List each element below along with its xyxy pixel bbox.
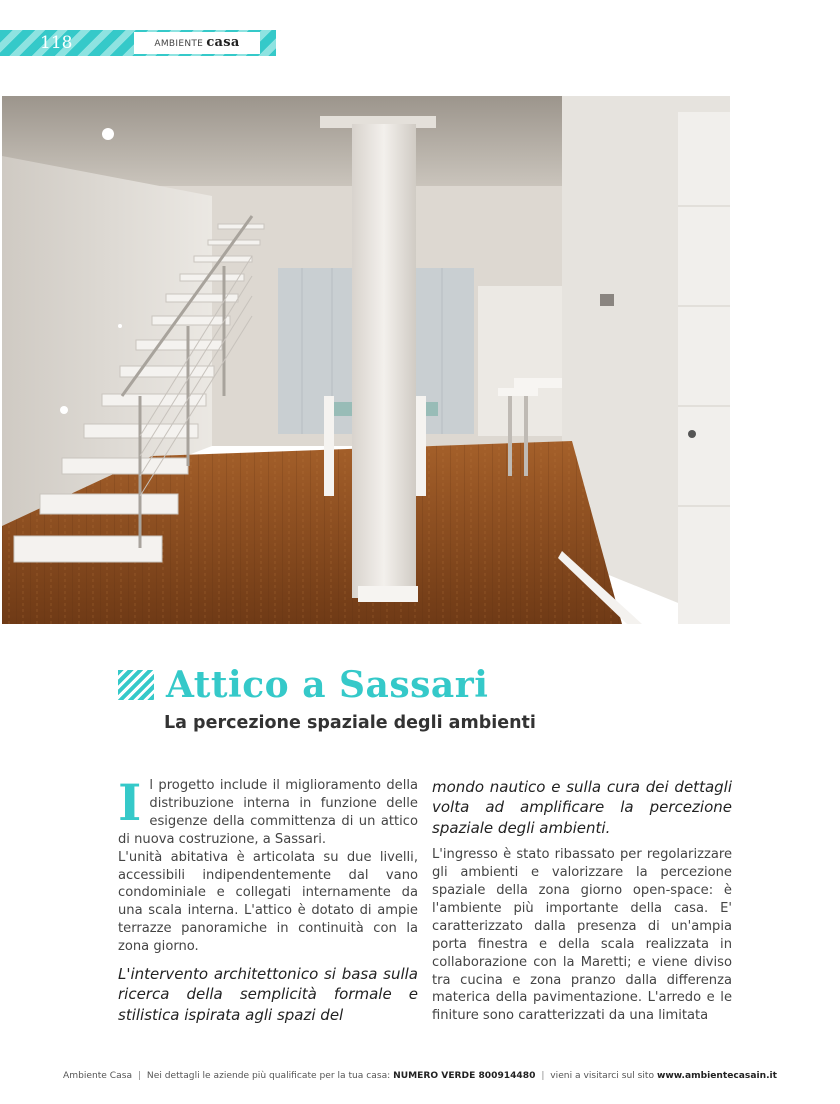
title-stripe-icon <box>118 670 154 700</box>
paragraph-unit: L'unità abitativa è articolata su due livelli, accessibili indipendentemente dal vano condominiale e collegati internamente da una scala interna. L'attico è dotato di ampie terrazze panoramiche in continuità con la zona giorno. <box>118 849 418 955</box>
magazine-label-bold: casa <box>206 35 240 50</box>
paragraph-entrance: L'ingresso è stato ribassato per regolarizzare gli ambienti e valorizzare la percezione spaziale della zona giorno open-space: è l'ambiente più importante della casa. E' caratterizzato dalla presenza di un'ampia porta finestra e della scala realizzata in collaborazione con la Maretti; e viene diviso tra cucina e zona pranzo dalla differenza materica della pavimentazione. L'arredo e le finiture sono caratterizzati da una limitata <box>432 847 732 1024</box>
magazine-label-text: AMBIENTE <box>154 39 204 49</box>
text-column-2 <box>432 777 732 1025</box>
footer-website-link[interactable]: www.ambientecasain.it <box>656 1071 777 1081</box>
footer-separator: | <box>137 1071 142 1081</box>
footer-separator: | <box>541 1071 545 1081</box>
paragraph-intro: l progetto include il miglioramento della distribuzione interna in funzione delle esigenze della committenza di un attico di nuova costruzione, a Sassari. <box>118 778 418 847</box>
footer-visit: vieni a visitarci sul sito <box>550 1071 655 1081</box>
text-column-1 <box>118 773 418 1025</box>
footer-tagline: Nei dettagli le aziende più qualificate per la tua casa: <box>146 1071 391 1081</box>
lead-paragraph-end: mondo nautico e sulla cura dei dettagli volta ad amplificare la percezione spaziale degli ambienti. <box>432 778 732 837</box>
article-title: Attico a Sassari <box>166 664 489 706</box>
page-number: 118 <box>40 33 73 53</box>
lead-paragraph-start: L'intervento architettonico si basa sulla ricerca della semplicità formale e stilistica ispirata agli spazi del <box>118 965 418 1024</box>
magazine-label <box>134 32 260 54</box>
drop-cap: I <box>118 773 142 832</box>
article-subtitle: La percezione spaziale degli ambienti <box>164 713 536 733</box>
interior-photo <box>2 96 730 624</box>
page-footer <box>0 1071 840 1081</box>
footer-phone: NUMERO VERDE 800914480 <box>393 1071 536 1081</box>
footer-brand: Ambiente Casa <box>63 1071 133 1081</box>
